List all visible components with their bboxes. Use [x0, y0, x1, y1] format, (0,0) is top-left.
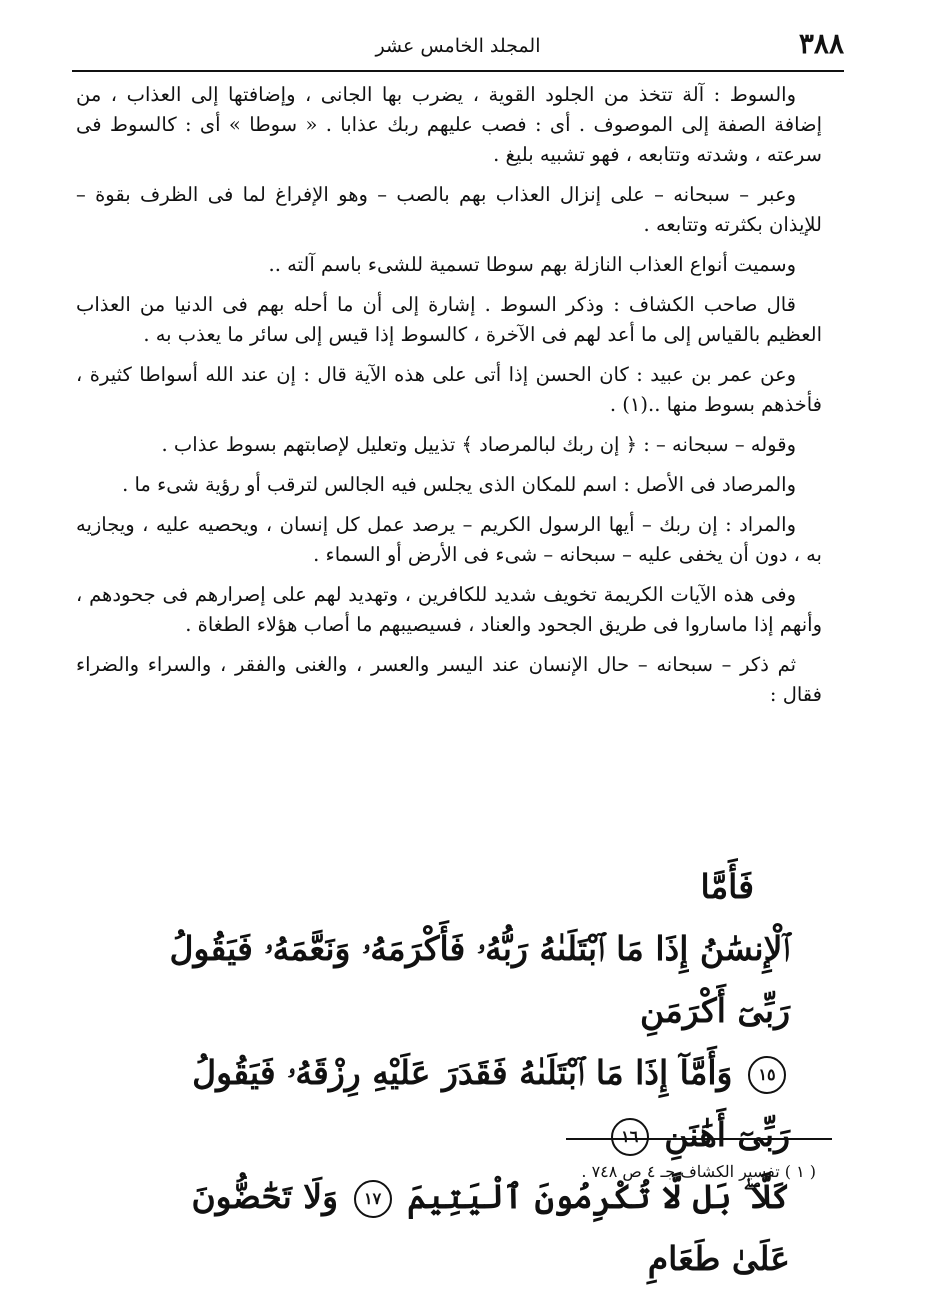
verse-line: فَأَمَّا: [700, 867, 754, 906]
paragraph: ثم ذكر – سبحانه – حال الإنسان عند اليسر والعسر ، والغنى والفقر ، والسراء والضراء فقال :: [76, 653, 822, 706]
paragraph: قال صاحب الكشاف : وذكر السوط . إشارة إلى أن ما أحله بهم فى الدنيا من العذاب العظيم بالقياس إلى ما أعد لهم فى الآخرة ، كالسوط إذا قيس إلى سائر ما يعذب به .: [76, 293, 822, 346]
verse-line: [140, 918, 790, 1042]
ayah-number-marker: ١٦: [611, 1118, 649, 1156]
footnote-rule: [566, 1138, 832, 1140]
paragraph: وسميت أنواع العذاب النازلة بهم سوطا تسمية للشىء باسم آلته ..: [268, 253, 796, 276]
header-rule: [72, 70, 844, 72]
paragraph: وعن عمر بن عبيد : كان الحسن إذا أتى على هذه الآية قال : إن عند الله أسواطا كثيرة ، فأخذهم بسوط منها ..(١) .: [76, 363, 822, 416]
ayah-number-marker: ١٧: [354, 1180, 392, 1218]
verse-text: ٱلْإِنسَٰنُ إِذَا مَا ٱبْتَلَىٰهُ رَبُّهُۥ فَأَكْرَمَهُۥ وَنَعَّمَهُۥ فَيَقُولُ رَبِّىٓ أَكْرَمَنِ: [169, 929, 790, 1030]
paragraph: وعبر – سبحانه – على إنزال العذاب بهم بالصب – وهو الإفراغ لما فى الظرف بقوة – للإيذان بكثرته وتتابعه .: [76, 183, 822, 236]
verse-text: كَلَّا ۖ بَل لَّا تُكْرِمُونَ ٱلْيَتِيمَ: [407, 1177, 790, 1216]
paragraph: والمرصاد فى الأصل : اسم للمكان الذى يجلس فيه الجالس لترقب أو رؤية شىء ما .: [122, 473, 796, 496]
paragraph: وقوله – سبحانه – : ﴿ إن ربك لبالمرصاد ﴾ تذييل وتعليل لإصابتهم بسوط عذاب .: [161, 433, 796, 456]
running-title: المجلد الخامس عشر: [375, 35, 541, 57]
verse-line: [140, 1042, 790, 1166]
footnote: ( ١ ) تفسير الكشاف جـ ٤ ص ٧٤٨ .: [581, 1162, 816, 1181]
main-text: [76, 80, 822, 720]
verse-text: وَأَمَّآ إِذَا مَا ٱبْتَلَىٰهُ فَقَدَرَ عَلَيْهِ رِزْقَهُۥ فَيَقُولُ رَبِّىٓ أَهَٰنَنِ: [192, 1053, 790, 1154]
verse-line: [140, 1166, 790, 1290]
ayah-number-marker: ١٥: [748, 1056, 786, 1094]
page-header: [72, 26, 844, 70]
paragraph: وفى هذه الآيات الكريمة تخويف شديد للكافرين ، وتهديد لهم على إصرارهم فى جحودهم ، وأنهم إذا ماساروا فى طريق الجحود والعناد ، فسيصيبهم ما أصاب هؤلاء الطغاة .: [76, 583, 822, 636]
verse-text: وَلَا تَحَٰٓضُّونَ عَلَىٰ طَعَامِ: [191, 1177, 790, 1278]
paragraph: والمراد : إن ربك – أيها الرسول الكريم – يرصد عمل كل إنسان ، ويحصيه عليه ، ويجازيه به ، دون أن يخفى عليه – سبحانه – شىء فى الأرض أو السماء .: [76, 513, 822, 566]
page-number: ٣٨٨: [798, 27, 844, 60]
quran-verses: [140, 856, 790, 1290]
paragraph: والسوط : آلة تتخذ من الجلود القوية ، يضرب بها الجانى ، وإضافتها إلى العذاب ، من إضافة الصفة إلى الموصوف . أى : فصب عليهم ربك عذابا . « سوطا » أى : كالسوط فى سرعته ، وشدته وتتابعه ، فهو تشبيه بليغ .: [76, 83, 822, 166]
